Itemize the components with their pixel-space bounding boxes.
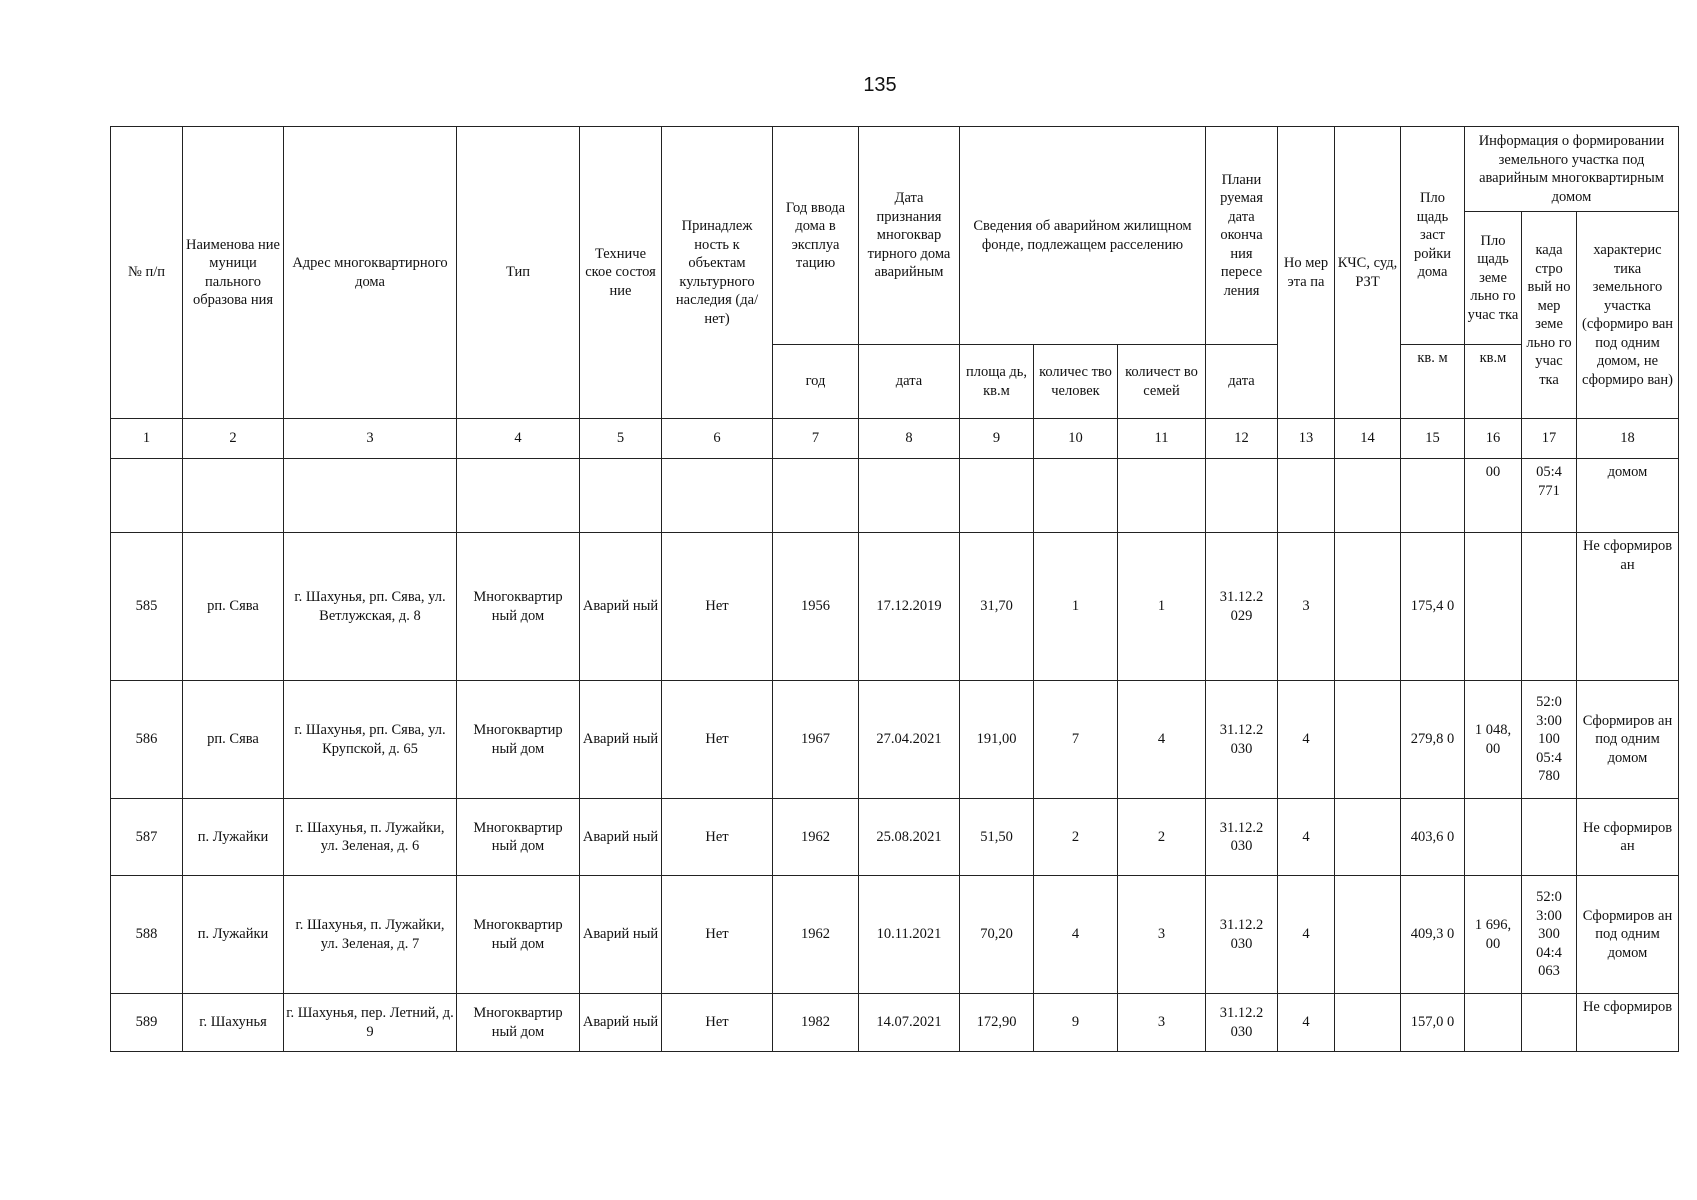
hdr-land-info: Информация о формировании земельного участка под аварийным многоквартирным домом <box>1465 127 1679 212</box>
kchs <box>1335 876 1401 994</box>
area: 172,90 <box>960 994 1034 1052</box>
year: 1967 <box>773 681 859 799</box>
land-status: Не сформиров ан <box>1577 533 1679 681</box>
kchs <box>1335 681 1401 799</box>
land-area <box>1465 799 1522 876</box>
address: г. Шахунья, п. Лужайки, ул. Зеленая, д. 7 <box>284 876 457 994</box>
cont-land-area: 00 <box>1465 459 1522 533</box>
hdr-address: Адрес многоквартирного дома <box>284 127 457 419</box>
column-number: 9 <box>960 419 1034 459</box>
heritage: Нет <box>662 533 773 681</box>
column-number: 2 <box>183 419 284 459</box>
condition: Аварий ный <box>580 533 662 681</box>
planned-date: 31.12.2 030 <box>1206 799 1278 876</box>
table-row <box>111 799 1679 876</box>
people-count: 7 <box>1034 681 1118 799</box>
cont-land-char: домом <box>1577 459 1679 533</box>
land-status: Сформиров ан под одним домом <box>1577 681 1679 799</box>
hdr-municipality: Наименова ние муници пального образова ния <box>183 127 284 419</box>
table-row <box>111 681 1679 799</box>
stage: 3 <box>1278 533 1335 681</box>
row-number: 586 <box>111 681 183 799</box>
heritage: Нет <box>662 681 773 799</box>
build-area: 279,8 0 <box>1401 681 1465 799</box>
build-area: 157,0 0 <box>1401 994 1465 1052</box>
stage: 4 <box>1278 876 1335 994</box>
row-number: 588 <box>111 876 183 994</box>
planned-date: 31.12.2 030 <box>1206 876 1278 994</box>
unit-people: количес тво человек <box>1034 345 1118 419</box>
hdr-cadastral: када стро вый но мер земе льно го учас тка <box>1522 212 1577 419</box>
hdr-kchs: КЧС, суд, РЗТ <box>1335 127 1401 419</box>
building-type: Многоквартир ный дом <box>457 994 580 1052</box>
cadastral-number <box>1522 994 1577 1052</box>
address: г. Шахунья, рп. Сява, ул. Крупской, д. 65 <box>284 681 457 799</box>
address: г. Шахунья, пер. Летний, д. 9 <box>284 994 457 1052</box>
building-type: Многоквартир ный дом <box>457 681 580 799</box>
hdr-build-area: Пло щадь заст ройки дома <box>1401 127 1465 345</box>
kchs <box>1335 799 1401 876</box>
people-count: 4 <box>1034 876 1118 994</box>
row-number: 589 <box>111 994 183 1052</box>
planned-date: 31.12.2 030 <box>1206 994 1278 1052</box>
kchs <box>1335 994 1401 1052</box>
unit-plan-date: дата <box>1206 345 1278 419</box>
condition: Аварий ный <box>580 994 662 1052</box>
municipality: рп. Сява <box>183 533 284 681</box>
unit-land-area: кв.м <box>1465 345 1522 419</box>
family-count: 3 <box>1118 876 1206 994</box>
area: 70,20 <box>960 876 1034 994</box>
building-type: Многоквартир ный дом <box>457 533 580 681</box>
continuation-row <box>111 459 1679 533</box>
hdr-year: Год ввода дома в эксплуа тацию <box>773 127 859 345</box>
stage: 4 <box>1278 681 1335 799</box>
hdr-emergency-fund: Сведения об аварийном жилищном фонде, подлежащем расселению <box>960 127 1206 345</box>
column-number: 17 <box>1522 419 1577 459</box>
row-number: 587 <box>111 799 183 876</box>
heritage: Нет <box>662 994 773 1052</box>
recognition-date: 14.07.2021 <box>859 994 960 1052</box>
family-count: 4 <box>1118 681 1206 799</box>
condition: Аварий ный <box>580 799 662 876</box>
year: 1962 <box>773 799 859 876</box>
hdr-recognition-date: Дата признания многоквар тирного дома аварийным <box>859 127 960 345</box>
recognition-date: 25.08.2021 <box>859 799 960 876</box>
column-number: 4 <box>457 419 580 459</box>
stage: 4 <box>1278 994 1335 1052</box>
area: 31,70 <box>960 533 1034 681</box>
build-area: 403,6 0 <box>1401 799 1465 876</box>
area: 51,50 <box>960 799 1034 876</box>
unit-build-area: кв. м <box>1401 345 1465 419</box>
family-count: 2 <box>1118 799 1206 876</box>
column-number: 14 <box>1335 419 1401 459</box>
year: 1962 <box>773 876 859 994</box>
hdr-heritage: Принадлеж ность к объектам культурного наследия (да/нет) <box>662 127 773 419</box>
column-number: 1 <box>111 419 183 459</box>
column-number: 3 <box>284 419 457 459</box>
land-area <box>1465 533 1522 681</box>
column-number: 12 <box>1206 419 1278 459</box>
family-count: 3 <box>1118 994 1206 1052</box>
heritage: Нет <box>662 876 773 994</box>
planned-date: 31.12.2 029 <box>1206 533 1278 681</box>
table-row <box>111 994 1679 1052</box>
hdr-land-char: характерис тика земельного участка (сформиро ван под одним домом, не сформиро ван) <box>1577 212 1679 419</box>
people-count: 9 <box>1034 994 1118 1052</box>
municipality: рп. Сява <box>183 681 284 799</box>
year: 1982 <box>773 994 859 1052</box>
unit-year: год <box>773 345 859 419</box>
building-type: Многоквартир ный дом <box>457 799 580 876</box>
municipality: п. Лужайки <box>183 799 284 876</box>
recognition-date: 27.04.2021 <box>859 681 960 799</box>
land-area: 1 696, 00 <box>1465 876 1522 994</box>
page-number: 135 <box>863 74 897 96</box>
land-status: Сформиров ан под одним домом <box>1577 876 1679 994</box>
column-number: 18 <box>1577 419 1679 459</box>
hdr-type: Тип <box>457 127 580 419</box>
condition: Аварий ный <box>580 681 662 799</box>
family-count: 1 <box>1118 533 1206 681</box>
municipality: п. Лужайки <box>183 876 284 994</box>
cadastral-number <box>1522 799 1577 876</box>
hdr-stage: Но мер эта па <box>1278 127 1335 419</box>
people-count: 1 <box>1034 533 1118 681</box>
heritage: Нет <box>662 799 773 876</box>
unit-date: дата <box>859 345 960 419</box>
planned-date: 31.12.2 030 <box>1206 681 1278 799</box>
row-number: 585 <box>111 533 183 681</box>
unit-area: площа дь, кв.м <box>960 345 1034 419</box>
municipality: г. Шахунья <box>183 994 284 1052</box>
column-number: 6 <box>662 419 773 459</box>
land-status: Не сформиров <box>1577 994 1679 1052</box>
hdr-number: № п/п <box>111 127 183 419</box>
table-row <box>111 876 1679 994</box>
column-number: 10 <box>1034 419 1118 459</box>
column-number: 5 <box>580 419 662 459</box>
stage: 4 <box>1278 799 1335 876</box>
column-number: 7 <box>773 419 859 459</box>
area: 191,00 <box>960 681 1034 799</box>
land-status: Не сформиров ан <box>1577 799 1679 876</box>
cadastral-number: 52:0 3:00 300 04:4 063 <box>1522 876 1577 994</box>
cadastral-number <box>1522 533 1577 681</box>
year: 1956 <box>773 533 859 681</box>
land-area <box>1465 994 1522 1052</box>
unit-families: количест во семей <box>1118 345 1206 419</box>
hdr-planned-date: Плани руемая дата оконча ния пересе ления <box>1206 127 1278 345</box>
hdr-land-area: Пло щадь земе льно го учас тка <box>1465 212 1522 345</box>
address: г. Шахунья, п. Лужайки, ул. Зеленая, д. 6 <box>284 799 457 876</box>
column-number: 15 <box>1401 419 1465 459</box>
recognition-date: 10.11.2021 <box>859 876 960 994</box>
hdr-condition: Техниче ское состоя ние <box>580 127 662 419</box>
cont-cadastral: 05:4 771 <box>1522 459 1577 533</box>
column-number: 11 <box>1118 419 1206 459</box>
recognition-date: 17.12.2019 <box>859 533 960 681</box>
column-number: 8 <box>859 419 960 459</box>
housing-table <box>110 126 1679 1052</box>
building-type: Многоквартир ный дом <box>457 876 580 994</box>
column-number-row <box>111 419 1679 459</box>
column-number: 13 <box>1278 419 1335 459</box>
people-count: 2 <box>1034 799 1118 876</box>
build-area: 409,3 0 <box>1401 876 1465 994</box>
kchs <box>1335 533 1401 681</box>
land-area: 1 048, 00 <box>1465 681 1522 799</box>
condition: Аварий ный <box>580 876 662 994</box>
column-number: 16 <box>1465 419 1522 459</box>
build-area: 175,4 0 <box>1401 533 1465 681</box>
address: г. Шахунья, рп. Сява, ул. Ветлужская, д. 8 <box>284 533 457 681</box>
table-row <box>111 533 1679 681</box>
cadastral-number: 52:0 3:00 100 05:4 780 <box>1522 681 1577 799</box>
